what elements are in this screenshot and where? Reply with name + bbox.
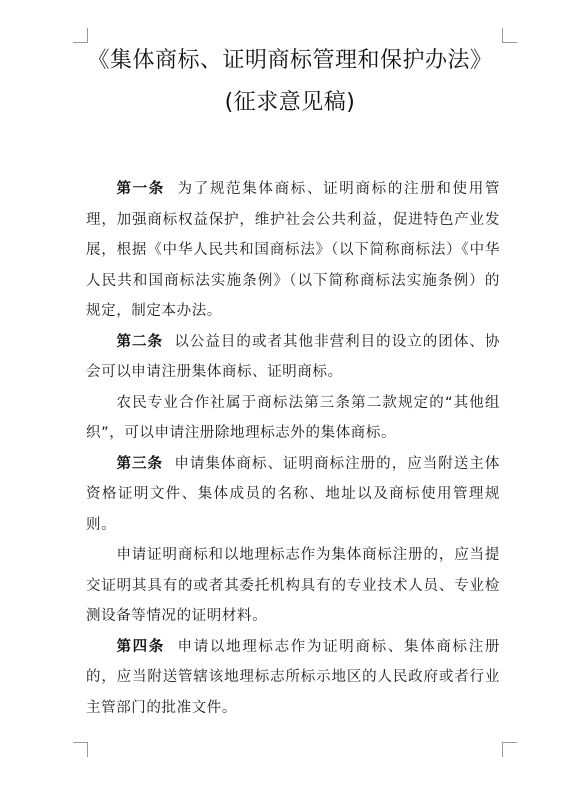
paragraph-article-3[interactable] — [86, 449, 500, 541]
document-title: 《集体商标、证明商标管理和保护办法》 — [87, 48, 493, 73]
paragraph-article-2-clause-2[interactable] — [86, 388, 500, 449]
article-text: 申请集体商标、证明商标注册的，应当附送主体资格证明文件、集体成员的名称、地址以及商标使用管理规则。 — [86, 455, 500, 533]
paragraph-article-4[interactable] — [86, 632, 500, 724]
article-text: 以公益目的或者其他非营利目的设立的团体、协会可以申请注册集体商标、证明商标。 — [86, 333, 500, 380]
article-text: 申请以地理标志作为证明商标、集体商标注册的，应当附送管辖该地理标志所标示地区的人民政府或者行业主管部门的批准文件。 — [86, 638, 500, 716]
article-label: 第三条 — [116, 455, 164, 472]
article-label: 第一条 — [116, 181, 165, 197]
crop-mark-top-left — [73, 28, 88, 43]
document-body[interactable] — [86, 174, 500, 723]
crop-mark-bottom-right — [502, 742, 517, 757]
article-label: 第二条 — [116, 333, 164, 350]
article-text: 为了规范集体商标、证明商标的注册和使用管理，加强商标权益保护，维护社会公共利益，促进特色产业发展，根据《中华人民共和国商标法》（以下简称商标法）《中华人民共和国商标法实施条例》（以下简称商标法实施条例）的规定，制定本办法。 — [86, 181, 500, 319]
document-subtitle: (征求意见稿) — [224, 90, 356, 115]
article-label: 第四条 — [116, 638, 165, 655]
paragraph-article-1[interactable] — [86, 174, 500, 327]
crop-mark-bottom-left — [73, 742, 88, 757]
article-text: 申请证明商标和以地理标志作为集体商标注册的，应当提交证明其具有的或者其委托机构具有的专业技术人员、专业检测设备等情况的证明材料。 — [86, 547, 500, 624]
paragraph-article-3-clause-2[interactable] — [86, 540, 500, 632]
crop-mark-top-right — [502, 28, 517, 43]
paragraph-article-2[interactable] — [86, 327, 500, 388]
article-text: 农民专业合作社属于商标法第三条第二款规定的“其他组织”，可以申请注册除地理标志外的集体商标。 — [86, 394, 500, 441]
